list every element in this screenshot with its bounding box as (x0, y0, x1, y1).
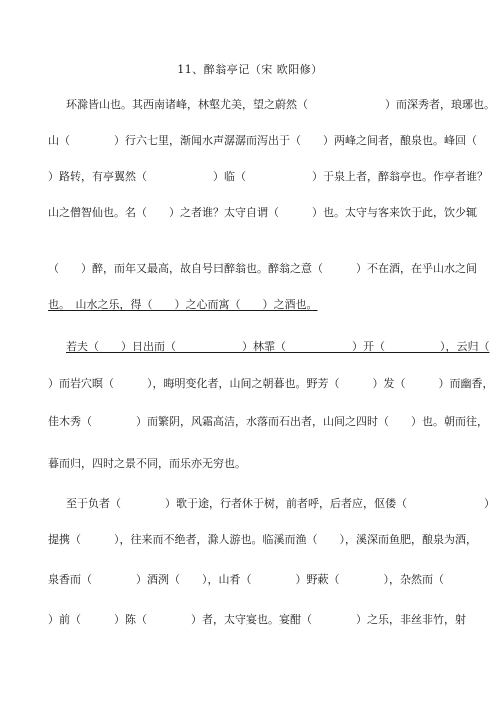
text-line-1: 环滁皆山也。其西南诸峰，林壑尤美，望之蔚然（ ）而深秀者，琅琊也。 (66, 98, 495, 111)
document-title: 11、醉翁亭记（宋 欧阳修） (177, 63, 323, 76)
text-line-10: 暮而归，四时之景不同，而乐亦无穷也。 (48, 457, 246, 470)
text-line-4: 山之僧智仙也。名（ ）之者谁？太守自谓（ ）也。太守与客来饮于此，饮少辄 (48, 206, 477, 219)
text-line-11: 至于负者（ ）歌于途，行者休于树，前者呼，后者应，伛偻（ ） (66, 497, 495, 510)
text-line-12: 提携（ ），往来而不绝者，滁人游也。临溪而渔（ ），溪深而鱼肥，酿泉为酒， (48, 533, 477, 546)
text-line-8: ）而岩穴暝（ ），晦明变化者，山间之朝暮也。野芳（ ）发（ ）而幽香， (48, 377, 494, 390)
text-line-7: 若夫（ ）日出而（ ）林霏（ ）开（ ），云归（ (66, 340, 490, 353)
text-line-14: ）前（ ）陈（ ）者，太守宴也。宴酣（ ）之乐，非丝非竹，射 (48, 613, 466, 626)
text-line-6: 也。 山水之乐，得（ ）之心而寓（ ）之酒也。 (48, 298, 318, 311)
text-line-9: 佳木秀（ ）而繁阴，风霜高洁，水落而石出者，山间之四时（ ）也。朝而往， (48, 415, 488, 428)
text-line-2: 山（ ）行六七里，渐闻水声潺潺而泻出于（ ）两峰之间者，酿泉也。峰回（ (48, 134, 477, 147)
text-line-3: ）路转，有亭翼然（ ）临（ ）于泉上者，醉翁亭也。作亭者谁？ (48, 170, 488, 183)
text-line-5: （ ）醉，而年又最高，故自号曰醉翁也。醉翁之意（ ）不在酒，在乎山水之间 (48, 262, 477, 275)
text-line-13: 泉香而（ ）酒洌（ ），山肴（ ）野蔌（ ），杂然而（ (48, 573, 477, 586)
